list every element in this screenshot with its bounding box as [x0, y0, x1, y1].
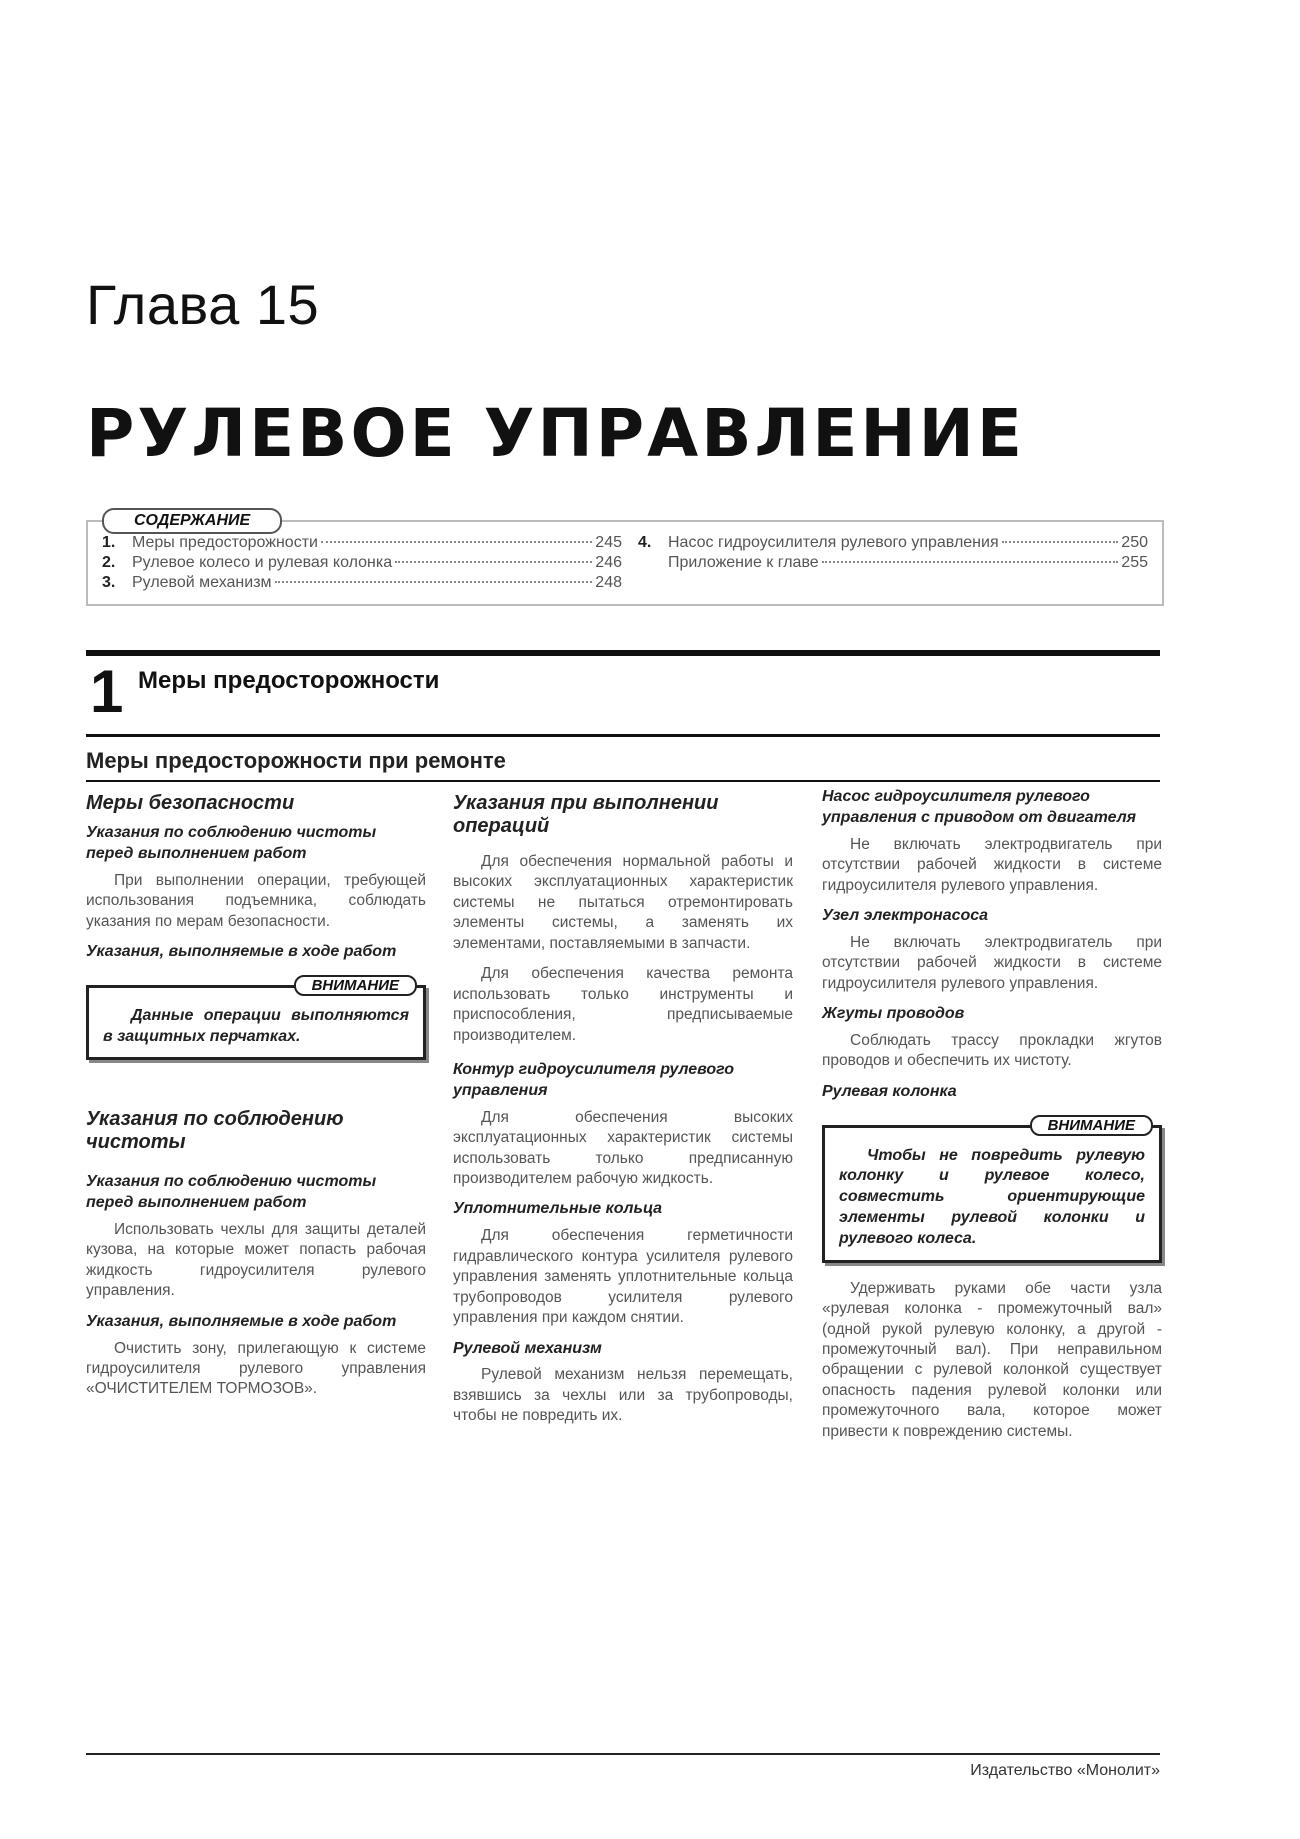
toc-entry-title: Рулевой механизм	[132, 574, 272, 591]
toc-leader-dots	[822, 561, 1119, 563]
heading-seals: Уплотнительные кольца	[453, 1200, 662, 1218]
paragraph-wires: Соблюдать трассу прокладки жгутов проводов и обеспечить их чистоту.	[822, 1031, 1162, 1070]
toc-entry-page: 246	[595, 554, 622, 571]
paragraph-clean-zone: Очистить зону, прилегающую к системе гидроусилителя рулевого управления «ОЧИСТИТЕЛЕМ ТОРМОЗОВ».	[86, 1339, 426, 1398]
heading-circuit: Контур гидроусилителя рулевого управления	[453, 1061, 735, 1099]
toc-leader-dots	[321, 541, 592, 543]
toc-entry-number: 4.	[638, 534, 652, 551]
footer-publisher: Издательство «Монолит»	[970, 1762, 1160, 1779]
text-column-3	[822, 787, 1162, 1452]
warning-tab-2: ВНИМАНИЕ	[1030, 1115, 1153, 1136]
heading-cleanliness-before: Указания по соблюдению чистоты перед выполнением работ	[86, 824, 377, 862]
paragraph-column: Удерживать руками обе части узла «рулевая колонка - промежуточный вал» (одной рукой рулевую колонку, а другой - промежуточный вал). При неправильном обращении с рулевой колонкой существует опасность падения рулевой колонки или промежуточного вала, которое может привести к повреждению системы.	[822, 1279, 1162, 1440]
paragraph-operations-2: Для обеспечения качества ремонта использовать только инструменты и приспособления, предписываемые производителем.	[453, 965, 793, 1044]
toc-leader-dots	[395, 561, 592, 563]
section-number: 1	[90, 658, 124, 725]
toc-entry-number: 3.	[102, 574, 116, 591]
toc-entry[interactable]	[102, 554, 622, 574]
heading-electropump: Узел электронасоса	[822, 906, 989, 924]
footer-divider	[86, 1753, 1160, 1755]
heading-operations: Указания при выполнении операций	[453, 792, 719, 837]
heading-during-work-2: Указания, выполняемые в ходе работ	[86, 1312, 397, 1330]
paragraph-mechanism: Рулевой механизм нельзя перемещать, взявшись за чехлы или за трубопроводы, чтобы не повредить их.	[453, 1366, 793, 1425]
heading-during-work: Указания, выполняемые в ходе работ	[86, 942, 397, 960]
toc-entry-page: 248	[595, 574, 622, 591]
chapter-title: РУЛЕВОЕ УПРАВЛЕНИЕ	[86, 395, 1025, 472]
toc-entry-title: Меры предосторожности	[132, 534, 318, 551]
subsection-title: Меры предосторожности при ремонте	[86, 748, 506, 773]
toc-leader-dots	[1002, 541, 1119, 543]
toc-entry-page: 245	[595, 534, 622, 551]
heading-wires: Жгуты проводов	[822, 1005, 965, 1023]
heading-pump: Насос гидроусилителя рулевого управления с приводом от двигателя	[822, 788, 1137, 826]
toc-entry[interactable]	[638, 534, 1148, 554]
heading-mechanism: Рулевой механизм	[453, 1339, 602, 1357]
heading-safety: Меры безопасности	[86, 792, 295, 814]
chapter-label: Глава 15	[86, 273, 320, 336]
warning-text-2: Чтобы не повредить рулевую колонку и рулевое колесо, совместить ориентирующие элементы рулевой колонки и рулевого колеса.	[839, 1146, 1145, 1247]
text-column-1	[86, 792, 426, 1410]
toc-leader-dots	[275, 581, 593, 583]
toc-entry-title: Насос гидроусилителя рулевого управления	[668, 534, 999, 551]
toc-right-column	[638, 534, 1148, 574]
heading-column: Рулевая колонка	[822, 1082, 957, 1100]
paragraph-operations-1: Для обеспечения нормальной работы и высоких эксплуатационных характеристик системы не пытаться отремонтировать элементы системы, а заменять их элементами, поставляемыми в запчасти.	[453, 853, 793, 952]
paragraph-covers: Использовать чехлы для защиты деталей кузова, на которые может попасть рабочая жидкость гидроусилителя рулевого управления.	[86, 1220, 426, 1300]
paragraph-seals: Для обеспечения герметичности гидравлического контура усилителя рулевого управления заменять уплотнительные кольца трубопроводов усилителя рулевого управления при каждом снятии.	[453, 1227, 793, 1327]
heading-cleanliness: Указания по соблюдению чистоты	[86, 1108, 344, 1154]
subsection-underline	[86, 780, 1160, 782]
toc-tab: СОДЕРЖАНИЕ	[102, 508, 282, 534]
paragraph-electropump: Не включать электродвигатель при отсутствии рабочей жидкости в системе гидроусилителя рулевого управления.	[822, 933, 1162, 992]
toc-left-column	[102, 534, 622, 594]
table-of-contents	[86, 512, 1164, 606]
toc-entry-page: 250	[1121, 534, 1148, 551]
paragraph-lift: При выполнении операции, требующей использования подъемника, соблюдать указания по мерам безопасности.	[86, 871, 426, 930]
toc-entry-title: Рулевое колесо и рулевая колонка	[132, 554, 393, 571]
section-divider	[86, 650, 1160, 656]
toc-entry[interactable]	[102, 534, 622, 554]
paragraph-circuit: Для обеспечения высоких эксплуатационных характеристик системы использовать только предписанную производителем рабочую жидкость.	[453, 1108, 793, 1188]
subsection-divider	[86, 734, 1160, 737]
toc-entry-title: Приложение к главе	[668, 554, 819, 571]
warning-tab: ВНИМАНИЕ	[294, 975, 417, 996]
text-column-2	[453, 792, 793, 1437]
toc-entry-number: 2.	[102, 554, 116, 571]
toc-entry-number: 1.	[102, 534, 116, 551]
paragraph-pump: Не включать электродвигатель при отсутствии рабочей жидкости в системе гидроусилителя рулевого управления.	[822, 835, 1162, 894]
toc-entry-page: 255	[1121, 554, 1148, 571]
heading-cleanliness-before-2: Указания по соблюдению чистоты перед выполнением работ	[86, 1173, 377, 1212]
section-title: Меры предосторожности	[138, 667, 440, 694]
warning-text: Данные операции выполняются в защитных перчатках.	[103, 1006, 409, 1045]
warning-box	[86, 976, 426, 1061]
warning-box-2	[822, 1116, 1162, 1263]
toc-entry[interactable]	[102, 574, 622, 594]
toc-entry[interactable]	[638, 554, 1148, 574]
